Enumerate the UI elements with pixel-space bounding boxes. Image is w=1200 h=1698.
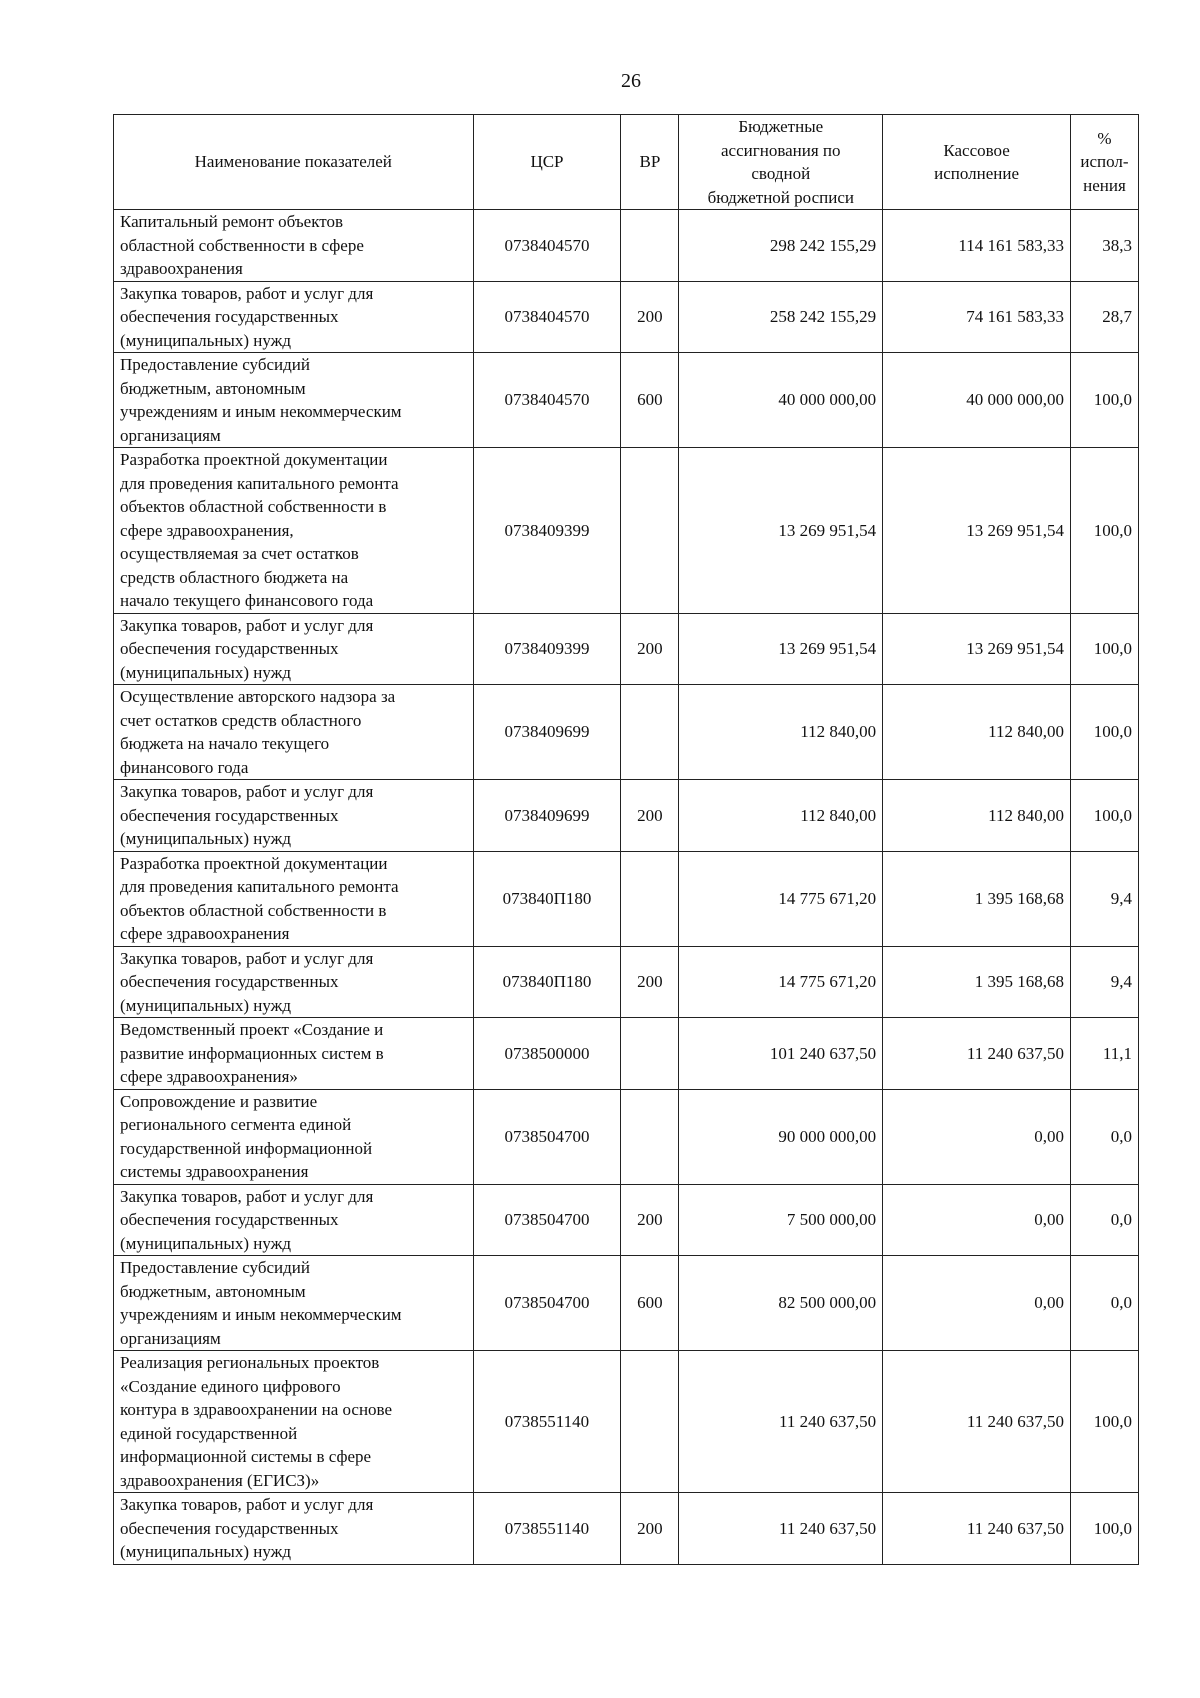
row-name bbox=[114, 1256, 474, 1351]
row-execution-percent: 0,0 bbox=[1070, 1089, 1138, 1184]
row-csr: 0738404570 bbox=[473, 281, 621, 353]
row-execution-percent: 9,4 bbox=[1070, 851, 1138, 946]
row-name bbox=[114, 780, 474, 852]
row-vr: 600 bbox=[621, 1256, 679, 1351]
table-row bbox=[114, 448, 1139, 614]
table-row bbox=[114, 353, 1139, 448]
row-budget-assignment: 11 240 637,50 bbox=[679, 1493, 883, 1565]
row-name-line: информационной системы в сфере bbox=[120, 1447, 372, 1466]
row-name bbox=[114, 448, 474, 614]
row-name-line: (муниципальных) нужд bbox=[120, 1542, 292, 1561]
row-name bbox=[114, 1184, 474, 1256]
row-budget-assignment: 13 269 951,54 bbox=[679, 448, 883, 614]
row-vr: 200 bbox=[621, 613, 679, 685]
row-cash-execution: 112 840,00 bbox=[883, 685, 1071, 780]
row-name bbox=[114, 1018, 474, 1090]
row-name-line: (муниципальных) нужд bbox=[120, 829, 292, 848]
row-vr: 200 bbox=[621, 946, 679, 1018]
row-name-line: «Создание единого цифрового bbox=[120, 1376, 341, 1396]
table-row bbox=[114, 780, 1139, 852]
row-execution-percent: 100,0 bbox=[1070, 780, 1138, 852]
row-name-line: обеспечения государственных bbox=[120, 1518, 339, 1538]
row-execution-percent: 28,7 bbox=[1070, 281, 1138, 353]
row-cash-execution: 0,00 bbox=[883, 1089, 1071, 1184]
header-budget-line: сводной bbox=[751, 164, 811, 183]
row-vr bbox=[621, 1018, 679, 1090]
row-name-line: Ведомственный проект «Создание и bbox=[120, 1020, 384, 1039]
row-budget-assignment: 112 840,00 bbox=[679, 780, 883, 852]
row-csr: 0738409399 bbox=[473, 448, 621, 614]
row-budget-assignment: 13 269 951,54 bbox=[679, 613, 883, 685]
row-csr: 0738409699 bbox=[473, 685, 621, 780]
header-pct bbox=[1070, 115, 1138, 210]
row-name-line: регионального сегмента единой bbox=[120, 1115, 352, 1134]
row-name-line: единой государственной bbox=[120, 1423, 298, 1443]
row-csr: 0738404570 bbox=[473, 353, 621, 448]
row-name-line: учреждениям и иным некоммерческим bbox=[120, 402, 402, 421]
row-name-line: бюджета на начало текущего bbox=[120, 734, 330, 753]
row-vr: 200 bbox=[621, 1184, 679, 1256]
row-name-line: Закупка товаров, работ и услуг для bbox=[120, 1495, 374, 1514]
row-cash-execution: 1 395 168,68 bbox=[883, 946, 1071, 1018]
header-budget-line: Бюджетные bbox=[738, 117, 824, 136]
table-row bbox=[114, 685, 1139, 780]
row-name-line: развитие информационных систем в bbox=[120, 1043, 384, 1063]
header-pct-line: испол- bbox=[1080, 152, 1129, 172]
row-budget-assignment: 298 242 155,29 bbox=[679, 210, 883, 282]
row-name-line: финансового года bbox=[120, 757, 249, 777]
row-name-line: бюджетным, автономным bbox=[120, 1281, 306, 1301]
row-name-line: начало текущего финансового года bbox=[120, 591, 374, 610]
row-execution-percent: 100,0 bbox=[1070, 353, 1138, 448]
row-execution-percent: 100,0 bbox=[1070, 613, 1138, 685]
row-csr: 0738504700 bbox=[473, 1089, 621, 1184]
row-execution-percent: 0,0 bbox=[1070, 1184, 1138, 1256]
row-execution-percent: 38,3 bbox=[1070, 210, 1138, 282]
row-budget-assignment: 14 775 671,20 bbox=[679, 946, 883, 1018]
row-name-line: обеспечения государственных bbox=[120, 805, 339, 825]
row-name-line: (муниципальных) нужд bbox=[120, 662, 292, 682]
row-name-line: Закупка товаров, работ и услуг для bbox=[120, 283, 374, 303]
row-cash-execution: 74 161 583,33 bbox=[883, 281, 1071, 353]
row-name-line: Осуществление авторского надзора за bbox=[120, 687, 396, 706]
row-cash-execution: 40 000 000,00 bbox=[883, 353, 1071, 448]
row-name-line: системы здравоохранения bbox=[120, 1162, 309, 1181]
row-cash-execution: 0,00 bbox=[883, 1256, 1071, 1351]
row-name-line: сфере здравоохранения, bbox=[120, 520, 294, 540]
row-vr bbox=[621, 685, 679, 780]
row-budget-assignment: 82 500 000,00 bbox=[679, 1256, 883, 1351]
row-budget-assignment: 7 500 000,00 bbox=[679, 1184, 883, 1256]
row-name-line: для проведения капитального ремонта bbox=[120, 877, 399, 896]
row-budget-assignment: 101 240 637,50 bbox=[679, 1018, 883, 1090]
header-name: Наименование показателей bbox=[114, 115, 474, 210]
row-execution-percent: 11,1 bbox=[1070, 1018, 1138, 1090]
row-name bbox=[114, 353, 474, 448]
row-name-line: Закупка товаров, работ и услуг для bbox=[120, 1186, 374, 1206]
row-csr: 0738551140 bbox=[473, 1351, 621, 1493]
table-row bbox=[114, 1493, 1139, 1565]
row-csr: 073840П180 bbox=[473, 946, 621, 1018]
row-name-line: сфере здравоохранения bbox=[120, 924, 290, 943]
budget-execution-table bbox=[113, 114, 1139, 1565]
row-execution-percent: 100,0 bbox=[1070, 448, 1138, 614]
row-name-line: контура в здравоохранении на основе bbox=[120, 1400, 393, 1419]
row-name-line: осуществляемая за счет остатков bbox=[120, 544, 359, 563]
row-name-line: средств областного бюджета на bbox=[120, 567, 349, 587]
row-cash-execution: 13 269 951,54 bbox=[883, 613, 1071, 685]
row-name-line: здравоохранения (ЕГИСЗ)» bbox=[120, 1470, 320, 1490]
row-budget-assignment: 90 000 000,00 bbox=[679, 1089, 883, 1184]
row-name-line: счет остатков средств областного bbox=[120, 710, 362, 730]
header-cash bbox=[883, 115, 1071, 210]
row-name-line: обеспечения государственных bbox=[120, 1210, 339, 1229]
row-vr bbox=[621, 1089, 679, 1184]
header-pct-line: % bbox=[1097, 128, 1112, 148]
row-csr: 0738409699 bbox=[473, 780, 621, 852]
row-cash-execution: 11 240 637,50 bbox=[883, 1351, 1071, 1493]
page-number: 26 bbox=[621, 70, 641, 92]
table-row bbox=[114, 1089, 1139, 1184]
row-name-line: Предоставление субсидий bbox=[120, 355, 310, 374]
row-name-line: Закупка товаров, работ и услуг для bbox=[120, 782, 374, 801]
header-pct-line: нения bbox=[1083, 175, 1126, 195]
header-row bbox=[114, 115, 1139, 210]
row-name bbox=[114, 613, 474, 685]
row-vr: 200 bbox=[621, 1493, 679, 1565]
row-cash-execution: 1 395 168,68 bbox=[883, 851, 1071, 946]
row-name-line: организациям bbox=[120, 1328, 221, 1348]
header-csr: ЦСР bbox=[473, 115, 621, 210]
table-row bbox=[114, 210, 1139, 282]
row-name-line: (муниципальных) нужд bbox=[120, 995, 292, 1015]
header-budget-line: ассигнования по bbox=[721, 140, 841, 160]
table-body bbox=[114, 210, 1139, 1565]
row-name bbox=[114, 210, 474, 282]
row-name-line: обеспечения государственных bbox=[120, 972, 339, 991]
row-name-line: Капитальный ремонт объектов bbox=[120, 212, 343, 231]
row-cash-execution: 11 240 637,50 bbox=[883, 1018, 1071, 1090]
row-execution-percent: 0,0 bbox=[1070, 1256, 1138, 1351]
row-vr: 600 bbox=[621, 353, 679, 448]
row-name-line: Закупка товаров, работ и услуг для bbox=[120, 615, 374, 635]
table-row bbox=[114, 1351, 1139, 1493]
row-csr: 0738504700 bbox=[473, 1256, 621, 1351]
row-name-line: Сопровождение и развитие bbox=[120, 1091, 318, 1111]
table-row bbox=[114, 851, 1139, 946]
row-execution-percent: 100,0 bbox=[1070, 1351, 1138, 1493]
row-cash-execution: 0,00 bbox=[883, 1184, 1071, 1256]
table-row bbox=[114, 613, 1139, 685]
row-budget-assignment: 11 240 637,50 bbox=[679, 1351, 883, 1493]
row-name bbox=[114, 1089, 474, 1184]
row-name-line: сфере здравоохранения» bbox=[120, 1067, 298, 1086]
row-name bbox=[114, 685, 474, 780]
row-name-line: обеспечения государственных bbox=[120, 307, 339, 326]
header-budget bbox=[679, 115, 883, 210]
table-row bbox=[114, 1184, 1139, 1256]
table-row bbox=[114, 1018, 1139, 1090]
row-csr: 0738500000 bbox=[473, 1018, 621, 1090]
row-vr bbox=[621, 851, 679, 946]
row-name bbox=[114, 281, 474, 353]
row-name-line: Реализация региональных проектов bbox=[120, 1353, 380, 1372]
row-name-line: бюджетным, автономным bbox=[120, 378, 306, 398]
table-row bbox=[114, 1256, 1139, 1351]
row-csr: 0738404570 bbox=[473, 210, 621, 282]
row-vr: 200 bbox=[621, 281, 679, 353]
row-vr bbox=[621, 448, 679, 614]
row-cash-execution: 114 161 583,33 bbox=[883, 210, 1071, 282]
row-vr: 200 bbox=[621, 780, 679, 852]
row-vr bbox=[621, 1351, 679, 1493]
row-cash-execution: 11 240 637,50 bbox=[883, 1493, 1071, 1565]
row-name-line: учреждениям и иным некоммерческим bbox=[120, 1305, 402, 1324]
row-name bbox=[114, 851, 474, 946]
row-name-line: государственной информационной bbox=[120, 1138, 373, 1158]
row-name-line: Предоставление субсидий bbox=[120, 1258, 310, 1277]
row-name-line: областной собственности в сфере bbox=[120, 235, 364, 255]
row-name-line: Разработка проектной документации bbox=[120, 853, 388, 873]
row-budget-assignment: 112 840,00 bbox=[679, 685, 883, 780]
row-budget-assignment: 258 242 155,29 bbox=[679, 281, 883, 353]
row-name-line: объектов областной собственности в bbox=[120, 497, 387, 516]
row-name bbox=[114, 1493, 474, 1565]
row-execution-percent: 9,4 bbox=[1070, 946, 1138, 1018]
row-name-line: здравоохранения bbox=[120, 259, 243, 278]
row-execution-percent: 100,0 bbox=[1070, 685, 1138, 780]
row-vr bbox=[621, 210, 679, 282]
row-budget-assignment: 14 775 671,20 bbox=[679, 851, 883, 946]
table-row bbox=[114, 946, 1139, 1018]
row-name-line: Разработка проектной документации bbox=[120, 450, 388, 469]
row-name-line: для проведения капитального ремонта bbox=[120, 473, 399, 493]
row-csr: 0738551140 bbox=[473, 1493, 621, 1565]
row-name-line: организациям bbox=[120, 425, 221, 445]
row-csr: 073840П180 bbox=[473, 851, 621, 946]
header-cash-line: Кассовое bbox=[943, 140, 1010, 160]
row-cash-execution: 112 840,00 bbox=[883, 780, 1071, 852]
table-row bbox=[114, 281, 1139, 353]
row-csr: 0738409399 bbox=[473, 613, 621, 685]
row-execution-percent: 100,0 bbox=[1070, 1493, 1138, 1565]
header-vr: ВР bbox=[621, 115, 679, 210]
row-budget-assignment: 40 000 000,00 bbox=[679, 353, 883, 448]
row-name-line: обеспечения государственных bbox=[120, 639, 339, 658]
header-budget-line: бюджетной росписи bbox=[707, 187, 854, 207]
row-name bbox=[114, 1351, 474, 1493]
row-name-line: (муниципальных) нужд bbox=[120, 1233, 292, 1253]
row-name bbox=[114, 946, 474, 1018]
row-name-line: (муниципальных) нужд bbox=[120, 330, 292, 350]
row-name-line: объектов областной собственности в bbox=[120, 900, 387, 920]
row-cash-execution: 13 269 951,54 bbox=[883, 448, 1071, 614]
row-csr: 0738504700 bbox=[473, 1184, 621, 1256]
header-cash-line: исполнение bbox=[934, 164, 1020, 183]
row-name-line: Закупка товаров, работ и услуг для bbox=[120, 948, 374, 968]
